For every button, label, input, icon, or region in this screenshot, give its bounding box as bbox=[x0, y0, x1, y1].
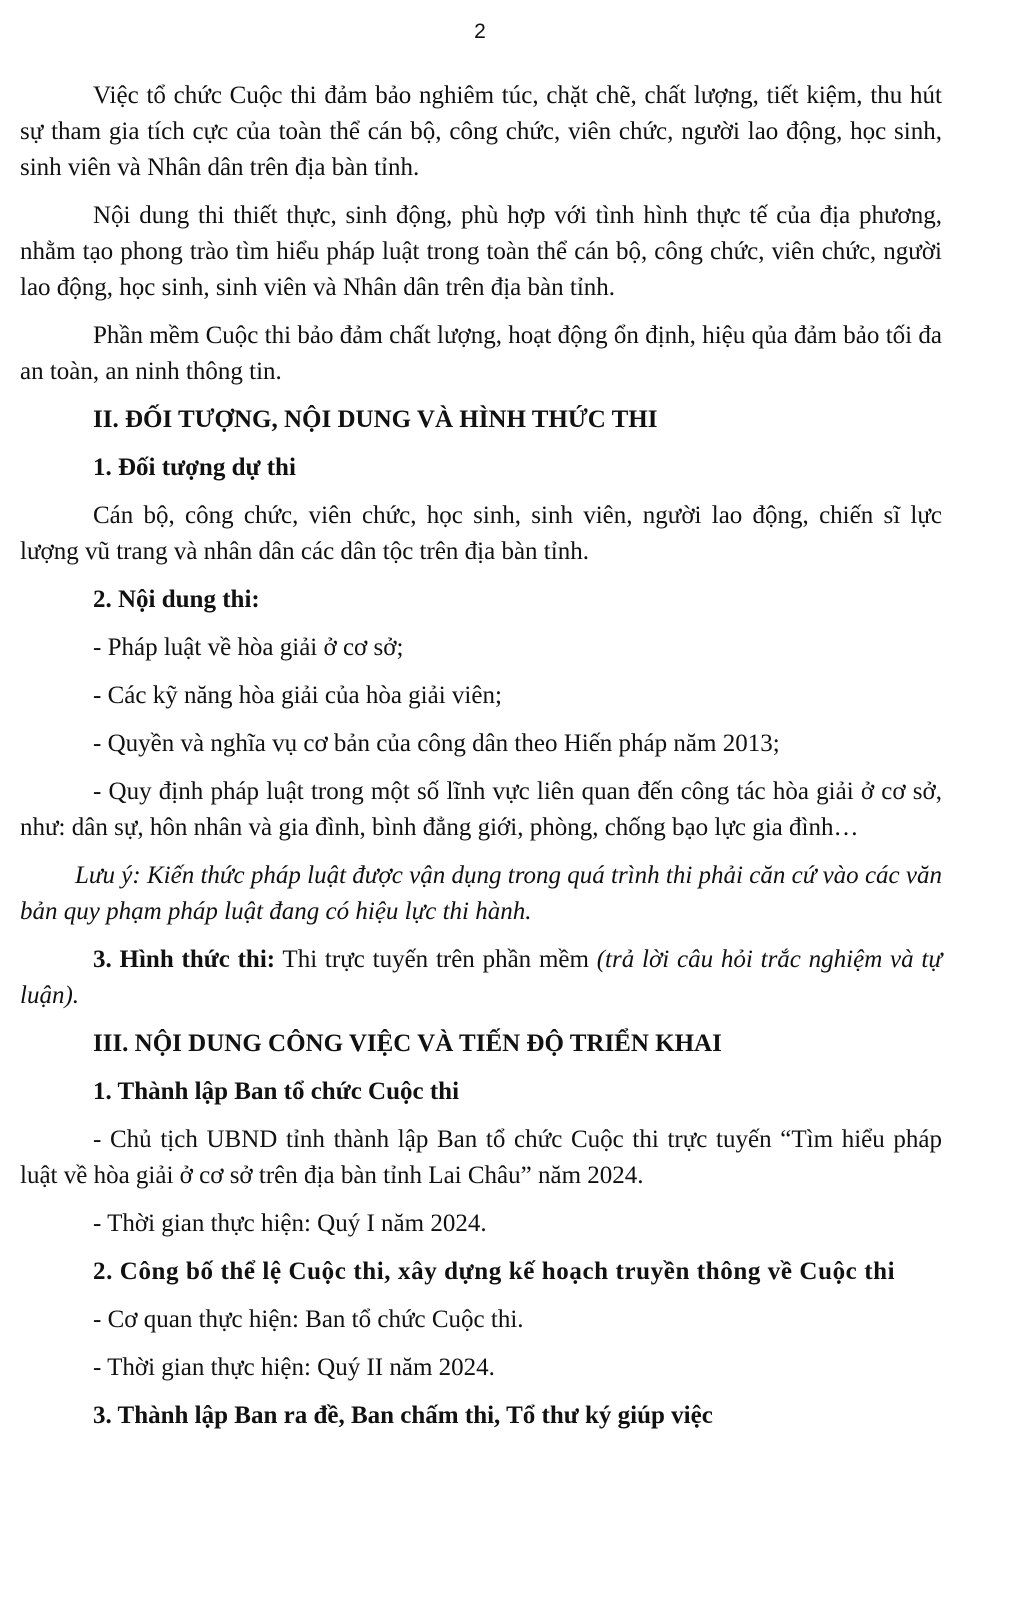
subheading-exam-boards: 3. Thành lập Ban ra đề, Ban chấm thi, Tổ thư ký giúp việc bbox=[93, 1402, 713, 1429]
exam-format-label: 3. Hình thức thi: bbox=[93, 946, 276, 973]
list-item: - Quy định pháp luật trong một số lĩnh vực liên quan đến công tác hòa giải ở cơ sở, như: dân sự, hôn nhân và gia đình, bình đẳng giới, phòng, chống bạo lực gia đình… bbox=[20, 778, 942, 841]
paragraph-participants: Cán bộ, công chức, viên chức, học sinh, sinh viên, người lao động, chiến sĩ lực lượng vũ trang và nhân dân các dân tộc trên địa bàn tỉnh. bbox=[20, 502, 942, 565]
subheading-exam-content: 2. Nội dung thi: bbox=[93, 586, 260, 613]
paragraph-content: Nội dung thi thiết thực, sinh động, phù hợp với tình hình thực tế của địa phương, nhằm tạo phong trào tìm hiểu pháp luật trong toàn thể cán bộ, công chức, viên chức, người lao động, học sinh, sinh viên và Nhân dân trên địa bàn tỉnh. bbox=[20, 202, 942, 301]
document-body bbox=[20, 78, 942, 1446]
section-heading-III: III. NỘI DUNG CÔNG VIỆC VÀ TIẾN ĐỘ TRIỂN KHAI bbox=[93, 1030, 722, 1057]
paragraph-agency: - Cơ quan thực hiện: Ban tổ chức Cuộc thi. bbox=[93, 1306, 524, 1333]
section-heading-II: II. ĐỐI TƯỢNG, NỘI DUNG VÀ HÌNH THỨC THI bbox=[93, 406, 658, 433]
exam-format-text: Thi trực tuyến trên phần mềm bbox=[275, 946, 597, 973]
paragraph-announce-time: - Thời gian thực hiện: Quý II năm 2024. bbox=[93, 1354, 495, 1381]
subheading-organizing-committee: 1. Thành lập Ban tổ chức Cuộc thi bbox=[93, 1078, 460, 1105]
page-number: 2 bbox=[474, 20, 486, 43]
paragraph-committee-establish: - Chủ tịch UBND tỉnh thành lập Ban tổ chức Cuộc thi trực tuyến “Tìm hiểu pháp luật về hòa giải ở cơ sở trên địa bàn tỉnh Lai Châu” năm 2024. bbox=[20, 1126, 942, 1189]
list-item: - Quyền và nghĩa vụ cơ bản của công dân theo Hiến pháp năm 2013; bbox=[93, 730, 780, 757]
paragraph-exam-format bbox=[20, 942, 942, 1014]
subheading-announce-rules: 2. Công bố thể lệ Cuộc thi, xây dựng kế hoạch truyền thông về Cuộc thi bbox=[93, 1258, 896, 1285]
exam-format-italic: (trả lời câu hỏi trắc nghiệm và tự luận). bbox=[20, 946, 942, 1009]
note-paragraph: Lưu ý: Kiến thức pháp luật được vận dụng trong quá trình thi phải căn cứ vào các văn bản quy phạm pháp luật đang có hiệu lực thi hành. bbox=[20, 862, 942, 925]
list-item: - Pháp luật về hòa giải ở cơ sở; bbox=[93, 634, 404, 661]
list-item: - Các kỹ năng hòa giải của hòa giải viên; bbox=[93, 682, 502, 709]
subheading-participants: 1. Đối tượng dự thi bbox=[93, 454, 296, 481]
paragraph-software: Phần mềm Cuộc thi bảo đảm chất lượng, hoạt động ổn định, hiệu qủa đảm bảo tối đa an toàn, an ninh thông tin. bbox=[20, 322, 942, 385]
paragraph-organization: Việc tổ chức Cuộc thi đảm bảo nghiêm túc, chặt chẽ, chất lượng, tiết kiệm, thu hút sự tham gia tích cực của toàn thể cán bộ, công chức, viên chức, người lao động, học sinh, sinh viên và Nhân dân trên địa bàn tỉnh. bbox=[20, 82, 942, 181]
paragraph-committee-time: - Thời gian thực hiện: Quý I năm 2024. bbox=[93, 1210, 487, 1237]
